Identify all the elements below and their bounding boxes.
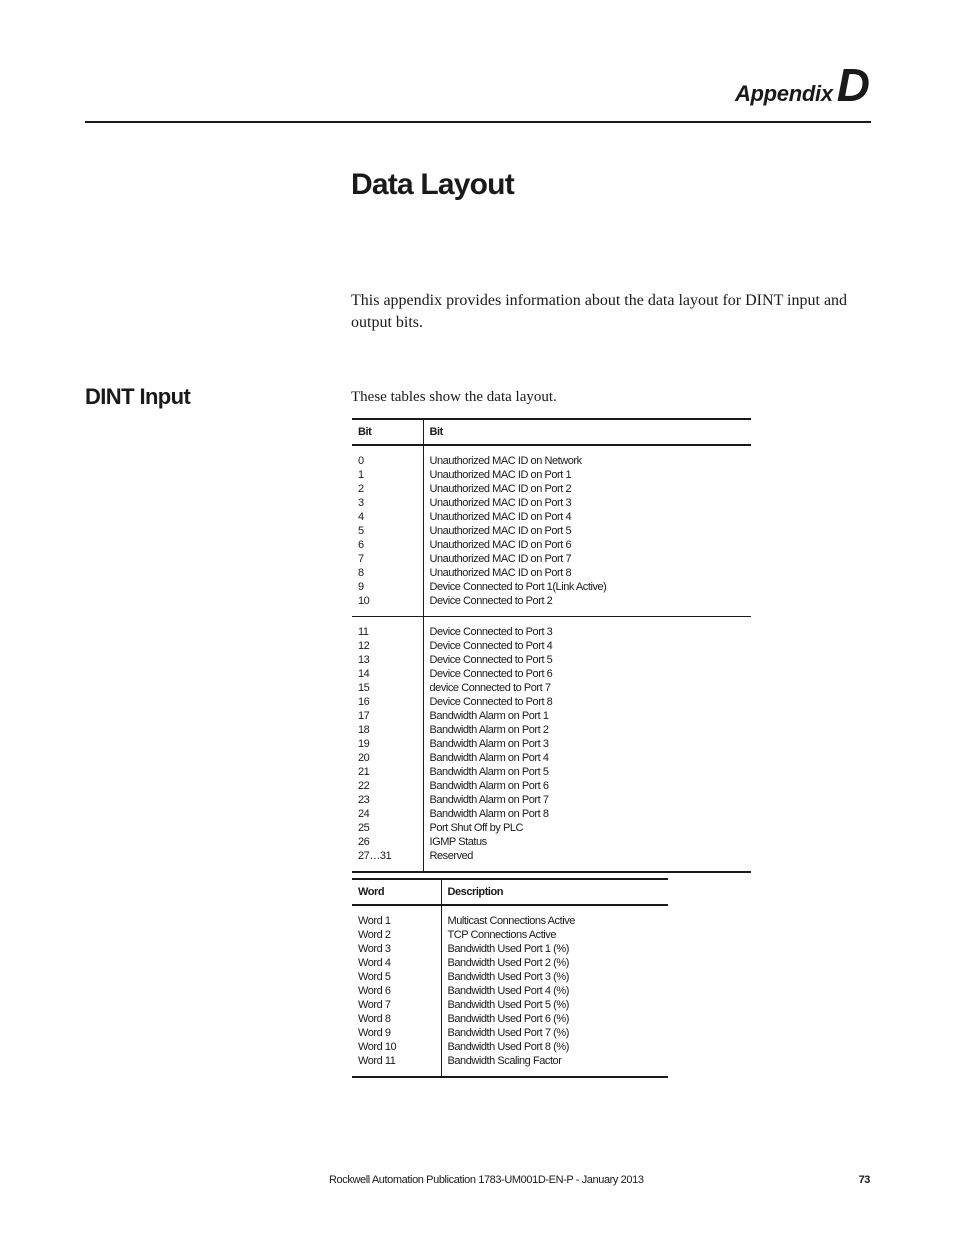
bit-table (352, 418, 751, 873)
bit-number: 23 (358, 794, 370, 806)
bit-number: 2 (358, 483, 364, 495)
footer-publication: Rockwell Automation Publication 1783-UM001D-EN-P - January 2013 (329, 1174, 644, 1186)
word-column-header: Word (352, 879, 441, 905)
bit-number: 4 (358, 511, 364, 523)
bit-description: Bandwidth Alarm on Port 2 (429, 724, 549, 736)
bit-description: IGMP Status (429, 836, 487, 848)
bit-number: 13 (358, 654, 370, 666)
word-label: Word 1 (358, 915, 391, 927)
bit-description: Unauthorized MAC ID on Port 8 (429, 567, 572, 579)
appendix-letter: D (836, 59, 870, 111)
word-description: TCP Connections Active (447, 929, 557, 941)
word-description: Bandwidth Used Port 3 (%) (447, 971, 569, 983)
word-description-column-header: Description (447, 886, 504, 898)
bit-description-column-header: Bit (429, 426, 443, 438)
intro-paragraph: This appendix provides information about the data layout for DINT input and output bits. (351, 292, 848, 331)
bit-number: 0 (358, 455, 364, 467)
bit-description: Unauthorized MAC ID on Port 1 (429, 469, 572, 481)
bit-description: Device Connected to Port 1(Link Active) (429, 581, 607, 593)
bit-number: 19 (358, 738, 370, 750)
header-rule (85, 121, 871, 123)
word-label: Word 2 (358, 929, 391, 941)
bit-number: 20 (358, 752, 370, 764)
bit-description: Device Connected to Port 8 (429, 696, 553, 708)
bit-description: Device Connected to Port 6 (429, 668, 553, 680)
word-description: Bandwidth Used Port 4 (%) (447, 985, 569, 997)
word-description: Bandwidth Used Port 5 (%) (447, 999, 569, 1011)
word-description: Bandwidth Scaling Factor (447, 1055, 562, 1067)
bit-number: 27…31 (358, 850, 392, 862)
section-heading: DINT Input (85, 384, 191, 409)
word-table-header-row (352, 879, 668, 905)
bit-number: 8 (358, 567, 364, 579)
bit-description: device Connected to Port 7 (429, 682, 551, 694)
bit-description: Bandwidth Alarm on Port 8 (429, 808, 549, 820)
bit-number: 18 (358, 724, 370, 736)
bit-cell (352, 617, 423, 873)
bit-number: 9 (358, 581, 364, 593)
bit-number: 10 (358, 595, 370, 607)
bit-number: 12 (358, 640, 370, 652)
bit-cell (352, 445, 423, 617)
word-label: Word 9 (358, 1027, 391, 1039)
word-label: Word 6 (358, 985, 391, 997)
bit-description: Port Shut Off by PLC (429, 822, 524, 834)
bit-number: 3 (358, 497, 364, 509)
bit-number: 14 (358, 668, 370, 680)
bit-number: 5 (358, 525, 364, 537)
bit-number: 25 (358, 822, 370, 834)
bit-description: Bandwidth Alarm on Port 1 (429, 710, 549, 722)
bit-description: Bandwidth Alarm on Port 6 (429, 780, 549, 792)
bit-description: Bandwidth Alarm on Port 5 (429, 766, 549, 778)
bit-number: 11 (358, 626, 369, 638)
table-row (352, 905, 668, 1077)
word-description: Bandwidth Used Port 7 (%) (447, 1027, 569, 1039)
bit-description: Unauthorized MAC ID on Port 4 (429, 511, 572, 523)
bit-number: 16 (358, 696, 370, 708)
word-description-cell (441, 905, 668, 1077)
word-label: Word 10 (358, 1041, 397, 1053)
bit-description: Bandwidth Alarm on Port 7 (429, 794, 549, 806)
word-cell (352, 905, 441, 1077)
bit-number: 1 (358, 469, 364, 481)
bit-description: Unauthorized MAC ID on Port 3 (429, 497, 572, 509)
bit-table-header-row (352, 419, 751, 445)
word-description: Bandwidth Used Port 8 (%) (447, 1041, 569, 1053)
bit-number: 21 (358, 766, 370, 778)
bit-number: 22 (358, 780, 370, 792)
word-label: Word 8 (358, 1013, 391, 1025)
word-description: Bandwidth Used Port 6 (%) (447, 1013, 569, 1025)
bit-description: Unauthorized MAC ID on Port 6 (429, 539, 572, 551)
word-label: Word 7 (358, 999, 391, 1011)
page-number: 73 (858, 1174, 870, 1186)
bit-number: 24 (358, 808, 370, 820)
bit-description: Unauthorized MAC ID on Network (429, 455, 582, 467)
word-label: Word 3 (358, 943, 391, 955)
bit-description: Device Connected to Port 4 (429, 640, 553, 652)
word-description: Multicast Connections Active (447, 915, 575, 927)
bit-number: 15 (358, 682, 370, 694)
table-row (352, 445, 751, 617)
bit-number: 26 (358, 836, 370, 848)
word-label: Word 11 (358, 1055, 396, 1067)
bit-number: 7 (358, 553, 364, 565)
table-row (352, 617, 751, 873)
appendix-header (734, 59, 870, 111)
bit-description-cell (423, 445, 751, 617)
bit-description: Unauthorized MAC ID on Port 2 (429, 483, 572, 495)
word-description: Bandwidth Used Port 1 (%) (447, 943, 569, 955)
word-table (352, 878, 668, 1078)
bit-number: 6 (358, 539, 364, 551)
bit-description: Bandwidth Alarm on Port 3 (429, 738, 549, 750)
word-label: Word 5 (358, 971, 391, 983)
bit-column-header: Bit (352, 419, 423, 445)
bit-description: Unauthorized MAC ID on Port 5 (429, 525, 572, 537)
bit-description: Device Connected to Port 2 (429, 595, 553, 607)
bit-description: Unauthorized MAC ID on Port 7 (429, 553, 572, 565)
bit-description-cell (423, 617, 751, 873)
bit-number: 17 (358, 710, 370, 722)
word-description: Bandwidth Used Port 2 (%) (447, 957, 569, 969)
bit-description: Device Connected to Port 3 (429, 626, 553, 638)
page-title: Data Layout (351, 168, 514, 201)
bit-description: Reserved (429, 850, 473, 862)
bit-description: Bandwidth Alarm on Port 4 (429, 752, 549, 764)
tables-intro: These tables show the data layout. (351, 389, 557, 405)
appendix-word: Appendix (734, 81, 833, 106)
bit-description: Device Connected to Port 5 (429, 654, 553, 666)
word-label: Word 4 (358, 957, 391, 969)
